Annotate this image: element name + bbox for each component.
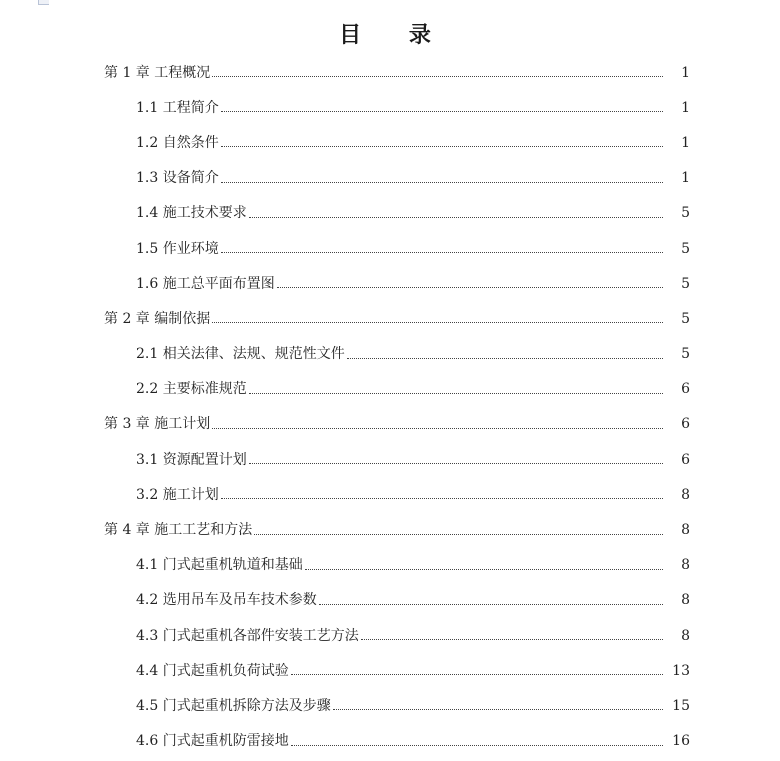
toc-entry-label: 第 1 章 工程概况	[104, 64, 211, 81]
toc-entry-label: 第 2 章 编制依据	[104, 310, 211, 327]
toc-section-entry[interactable]	[0, 583, 780, 618]
toc-page-number: 15	[672, 697, 690, 714]
toc-page-number: 6	[681, 416, 690, 433]
toc-page-number: 6	[681, 451, 690, 468]
toc-section-entry[interactable]	[0, 161, 780, 196]
toc-page-number: 8	[681, 592, 690, 609]
toc-dot-leader	[212, 428, 663, 429]
toc-dot-leader	[347, 358, 663, 359]
toc-entry-label: 3.2 施工计划	[136, 486, 219, 503]
toc-page-number: 1	[681, 99, 690, 116]
toc-page-number: 1	[681, 64, 690, 81]
toc-chapter-entry[interactable]	[0, 301, 780, 336]
toc-page-number: 8	[681, 522, 690, 539]
toc-dot-leader	[277, 287, 663, 288]
toc-chapter-entry[interactable]	[0, 512, 780, 547]
toc-entry-label: 4.5 门式起重机拆除方法及步骤	[136, 697, 331, 714]
toc-dot-leader	[221, 252, 663, 253]
page-corner-mark	[38, 0, 49, 5]
toc-entry-label: 4.2 选用吊车及吊车技术参数	[136, 592, 317, 609]
toc-entry-label: 第 4 章 施工工艺和方法	[104, 522, 253, 539]
toc-section-entry[interactable]	[0, 337, 780, 372]
toc-dot-leader	[212, 322, 663, 323]
toc-entry-label: 1.2 自然条件	[136, 134, 219, 151]
toc-entry-label: 2.1 相关法律、法规、规范性文件	[136, 346, 345, 363]
toc-dot-leader	[319, 604, 663, 605]
toc-entry-label: 1.3 设备简介	[136, 170, 219, 187]
toc-section-entry[interactable]	[0, 90, 780, 125]
toc-section-entry[interactable]	[0, 442, 780, 477]
toc-page-number: 6	[681, 381, 690, 398]
toc-dot-leader	[249, 217, 663, 218]
toc-entry-label: 3.1 资源配置计划	[136, 451, 247, 468]
toc-page-number: 5	[681, 275, 690, 292]
toc-section-entry[interactable]	[0, 266, 780, 301]
toc-section-entry[interactable]	[0, 196, 780, 231]
toc-section-entry[interactable]	[0, 618, 780, 653]
toc-section-entry[interactable]	[0, 125, 780, 160]
toc-entry-label: 4.1 门式起重机轨道和基础	[136, 557, 303, 574]
toc-title: 目 录	[339, 22, 451, 48]
toc-section-entry[interactable]	[0, 372, 780, 407]
toc-page-number: 1	[681, 134, 690, 151]
toc-entry-label: 4.3 门式起重机各部件安装工艺方法	[136, 627, 359, 644]
toc-dot-leader	[221, 182, 663, 183]
toc-page-number: 5	[681, 205, 690, 222]
toc-section-entry[interactable]	[0, 688, 780, 723]
toc-entry-label: 1.1 工程简介	[136, 99, 219, 116]
toc-dot-leader	[221, 146, 663, 147]
toc-entry-label: 1.6 施工总平面布置图	[136, 275, 275, 292]
toc-entry-label: 4.4 门式起重机负荷试验	[136, 662, 289, 679]
toc-page-number: 8	[681, 486, 690, 503]
toc-entry-label: 2.2 主要标准规范	[136, 381, 247, 398]
toc-entry-label: 1.4 施工技术要求	[136, 205, 247, 222]
toc-page-number: 5	[681, 310, 690, 327]
toc-dot-leader	[291, 745, 663, 746]
toc-page-number: 13	[672, 662, 690, 679]
toc-entry-label: 1.5 作业环境	[136, 240, 219, 257]
toc-chapter-entry[interactable]	[0, 55, 780, 90]
toc-entry-label: 4.6 门式起重机防雷接地	[136, 733, 289, 750]
toc-chapter-entry[interactable]	[0, 407, 780, 442]
toc-dot-leader	[305, 569, 663, 570]
toc-section-entry[interactable]	[0, 724, 780, 759]
toc-section-entry[interactable]	[0, 477, 780, 512]
toc-page-number: 5	[681, 240, 690, 257]
toc-entry-label: 第 3 章 施工计划	[104, 416, 211, 433]
toc-page-number: 1	[681, 170, 690, 187]
toc-page-number: 16	[672, 733, 690, 750]
toc-dot-leader	[221, 498, 663, 499]
toc-dot-leader	[361, 639, 663, 640]
toc-dot-leader	[291, 674, 663, 675]
toc-dot-leader	[333, 709, 663, 710]
toc-dot-leader	[249, 463, 663, 464]
toc-page-number: 5	[681, 346, 690, 363]
toc-list	[0, 55, 780, 759]
toc-page-number: 8	[681, 557, 690, 574]
toc-dot-leader	[254, 534, 663, 535]
toc-page-number: 8	[681, 627, 690, 644]
toc-section-entry[interactable]	[0, 548, 780, 583]
toc-dot-leader	[249, 393, 663, 394]
toc-section-entry[interactable]	[0, 653, 780, 688]
toc-section-entry[interactable]	[0, 231, 780, 266]
toc-dot-leader	[221, 111, 663, 112]
toc-dot-leader	[212, 76, 663, 77]
